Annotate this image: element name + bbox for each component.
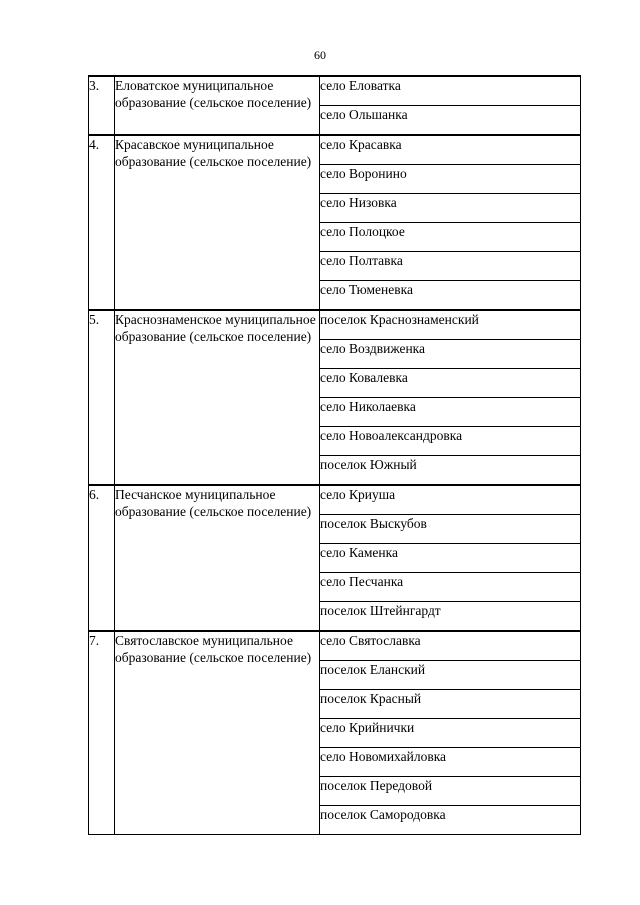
locality-name: село Николаевка bbox=[320, 398, 581, 427]
table-row bbox=[89, 135, 581, 165]
locality-name: село Воздвиженка bbox=[320, 340, 581, 369]
locality-name: село Полоцкое bbox=[320, 223, 581, 252]
locality-name: село Тюменевка bbox=[320, 281, 581, 311]
locality-name: село Красавка bbox=[320, 135, 581, 165]
locality-name: село Низовка bbox=[320, 194, 581, 223]
table-body bbox=[89, 76, 581, 835]
table-row bbox=[89, 485, 581, 515]
locality-name: село Каменка bbox=[320, 544, 581, 573]
municipality-name: Красавское муниципальное образование (сельское поселение) bbox=[115, 135, 320, 310]
table-row bbox=[89, 310, 581, 340]
locality-name: село Новоалександровка bbox=[320, 427, 581, 456]
locality-name: поселок Южный bbox=[320, 456, 581, 486]
locality-name: село Воронино bbox=[320, 165, 581, 194]
row-number: 5. bbox=[89, 310, 115, 485]
row-number: 3. bbox=[89, 76, 115, 135]
locality-name: село Еловатка bbox=[320, 76, 581, 106]
municipality-name: Краснознаменское муниципальное образование (сельское поселение) bbox=[115, 310, 320, 485]
locality-name: село Святославка bbox=[320, 631, 581, 661]
locality-name: село Крийнички bbox=[320, 719, 581, 748]
locality-name: село Песчанка bbox=[320, 573, 581, 602]
locality-name: село Ольшанка bbox=[320, 106, 581, 136]
row-number: 7. bbox=[89, 631, 115, 835]
locality-name: поселок Выскубов bbox=[320, 515, 581, 544]
locality-name: село Новомихайловка bbox=[320, 748, 581, 777]
table-row bbox=[89, 631, 581, 661]
row-number: 4. bbox=[89, 135, 115, 310]
locality-name: село Криуша bbox=[320, 485, 581, 515]
settlements-table bbox=[88, 75, 581, 835]
locality-name: поселок Самородовка bbox=[320, 806, 581, 835]
page-number: 60 bbox=[314, 48, 326, 62]
locality-name: поселок Краснознаменский bbox=[320, 310, 581, 340]
row-number: 6. bbox=[89, 485, 115, 631]
locality-name: поселок Красный bbox=[320, 690, 581, 719]
locality-name: село Полтавка bbox=[320, 252, 581, 281]
locality-name: село Ковалевка bbox=[320, 369, 581, 398]
locality-name: поселок Передовой bbox=[320, 777, 581, 806]
municipality-name: Святославское муниципальное образование (сельское поселение) bbox=[115, 631, 320, 835]
table-row bbox=[89, 76, 581, 106]
locality-name: поселок Штейнгардт bbox=[320, 602, 581, 632]
municipality-name: Песчанское муниципальное образование (сельское поселение) bbox=[115, 485, 320, 631]
locality-name: поселок Еланский bbox=[320, 661, 581, 690]
municipality-name: Еловатское муниципальное образование (сельское поселение) bbox=[115, 76, 320, 135]
